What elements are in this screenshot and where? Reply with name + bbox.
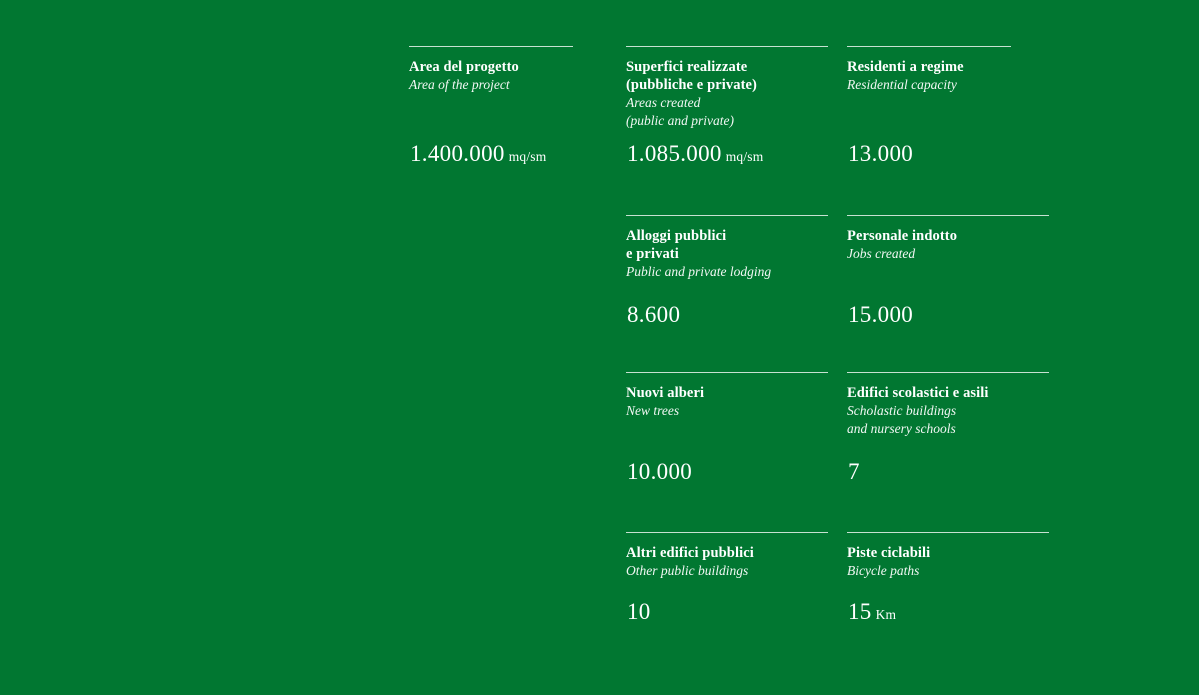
stat-value-row — [848, 141, 913, 167]
stat-value: 8.600 — [627, 302, 681, 327]
stat-value-row — [627, 302, 680, 328]
divider-line — [626, 215, 828, 216]
stat-unit: mq/sm — [508, 149, 547, 164]
stat-label-italian: Alloggi pubblici e privati — [626, 228, 727, 262]
divider-line — [847, 532, 1049, 533]
stat-label-italian: Nuovi alberi — [626, 385, 705, 401]
stat-label-italian: Piste ciclabili — [847, 545, 931, 561]
divider-line — [626, 46, 828, 47]
divider-line — [847, 372, 1049, 373]
stat-area — [409, 46, 573, 176]
divider-line — [847, 46, 1011, 47]
stat-value: 7 — [848, 459, 860, 484]
stat-value: 1.400.000 — [410, 141, 505, 166]
stat-trees — [626, 372, 828, 502]
stat-value-row — [410, 141, 546, 170]
stat-label-italian: Personale indotto — [847, 228, 958, 244]
stat-value: 1.085.000 — [627, 141, 722, 166]
divider-line — [626, 532, 828, 533]
stat-label-english: Residential capacity — [847, 77, 957, 92]
stat-public-buildings — [626, 532, 828, 632]
divider-line — [847, 215, 1049, 216]
stat-label-english: Other public buildings — [626, 563, 749, 578]
stat-surfaces — [626, 46, 828, 176]
stat-schools — [847, 372, 1049, 502]
stat-jobs — [847, 215, 1049, 345]
stat-bicycle-paths — [847, 532, 1049, 632]
stat-label-italian: Edifici scolastici e asili — [847, 385, 989, 401]
stat-value: 10 — [627, 599, 651, 624]
stat-unit: mq/sm — [725, 149, 764, 164]
stat-label-english: Areas created (public and private) — [626, 95, 734, 128]
stat-label-english: Scholastic buildings and nursery schools — [847, 403, 957, 436]
stat-label-english: New trees — [626, 403, 680, 418]
stat-value-row — [848, 599, 896, 628]
stat-value-row — [848, 302, 913, 328]
stat-value-row — [848, 459, 860, 485]
stat-value-row — [627, 459, 692, 485]
stat-lodging — [626, 215, 828, 345]
stat-value: 15 — [848, 599, 872, 624]
stat-label-english: Public and private lodging — [626, 264, 772, 279]
stat-value: 15.000 — [848, 302, 914, 327]
stat-unit: Km — [875, 607, 897, 622]
stat-value: 10.000 — [627, 459, 693, 484]
divider-line — [409, 46, 573, 47]
stat-label-italian: Area del progetto — [409, 59, 519, 75]
stat-value-row — [627, 599, 651, 625]
divider-line — [626, 372, 828, 373]
stat-label-english: Jobs created — [847, 246, 916, 261]
stat-label-english: Bicycle paths — [847, 563, 920, 578]
stat-value: 13.000 — [848, 141, 914, 166]
stat-label-italian: Superfici realizzate (pubbliche e private) — [626, 59, 757, 93]
stat-label-italian: Altri edifici pubblici — [626, 545, 754, 561]
stat-value-row — [627, 141, 763, 170]
stat-label-english: Area of the project — [409, 77, 510, 92]
stat-label-italian: Residenti a regime — [847, 59, 964, 75]
stat-residents — [847, 46, 1011, 176]
